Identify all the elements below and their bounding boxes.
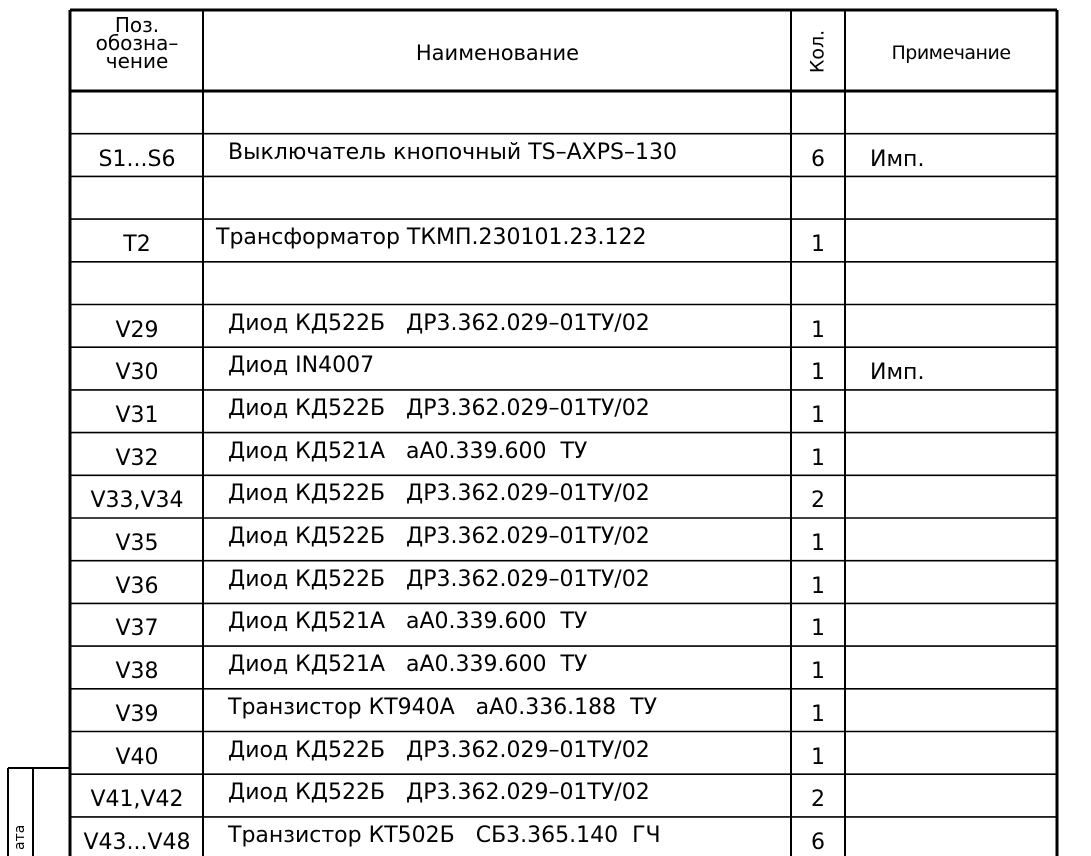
row-qty: 1 <box>811 659 825 685</box>
row-qty: 2 <box>811 787 825 813</box>
row-name: Диод КД522Б ДР3.362.029–01ТУ/02 <box>228 566 650 592</box>
row-pos: V41,V42 <box>90 787 184 813</box>
sidebar-label: ата <box>12 824 28 850</box>
row-pos: V38 <box>115 659 159 685</box>
row-name: Диод КД522Б ДР3.362.029–01ТУ/02 <box>228 481 650 507</box>
row-qty: 6 <box>811 829 825 855</box>
row-qty: 6 <box>811 146 825 172</box>
row-pos: V30 <box>115 360 159 386</box>
row-name: Диод КД521А аА0.339.600 ТУ <box>228 609 588 635</box>
row-qty: 1 <box>811 573 825 599</box>
row-pos: V40 <box>115 744 159 770</box>
row-name: Диод КД521А аА0.339.600 ТУ <box>228 438 588 464</box>
header-pos-line3: чение <box>105 49 169 73</box>
header-qty: Кол. <box>806 29 829 74</box>
row-pos: T2 <box>123 232 151 258</box>
row-name: Выключатель кнопочный TS–AXPS–130 <box>228 139 677 165</box>
row-pos: V29 <box>115 317 159 343</box>
row-name: Диод КД522Б ДР3.362.029–01ТУ/02 <box>228 780 650 806</box>
row-qty: 1 <box>811 744 825 770</box>
row-pos: V37 <box>115 616 159 642</box>
row-note: Имп. <box>870 146 925 172</box>
row-qty: 2 <box>811 488 825 514</box>
row-pos: V43...V48 <box>83 829 191 855</box>
row-pos: V35 <box>115 531 159 556</box>
row-name: Диод КД522Б ДР3.362.029–01ТУ/02 <box>228 310 650 336</box>
row-pos: V36 <box>115 573 159 599</box>
row-name: Транзистор КТ502Б СБ3.365.140 ГЧ <box>228 822 661 848</box>
row-qty: 1 <box>811 445 825 471</box>
row-name: Диод КД522Б ДР3.362.029–01ТУ/02 <box>228 524 650 549</box>
header-note: Примечание <box>891 42 1011 64</box>
header-pos-line1: Поз. <box>114 13 160 37</box>
row-note: Имп. <box>870 360 925 386</box>
row-pos: S1...S6 <box>98 146 176 172</box>
row-name: Диод КД522Б ДР3.362.029–01ТУ/02 <box>228 737 650 763</box>
row-qty: 1 <box>811 402 825 428</box>
row-pos: V33,V34 <box>90 488 184 514</box>
row-pos: V32 <box>115 445 159 471</box>
row-qty: 1 <box>811 232 825 258</box>
row-qty: 1 <box>811 701 825 727</box>
row-name: Трансформатор ТКМП.230101.23.122 <box>216 225 647 251</box>
row-name: Транзистор КТ940А аА0.336.188 ТУ <box>228 694 657 720</box>
row-name: Диод IN4007 <box>228 353 375 379</box>
header-pos <box>72 13 202 73</box>
row-qty: 1 <box>811 360 825 386</box>
row-qty: 1 <box>811 317 825 343</box>
header-pos-line2: обозна– <box>95 31 179 55</box>
row-qty: 1 <box>811 531 825 556</box>
header-name: Наименование <box>415 41 580 65</box>
row-name: Диод КД521А аА0.339.600 ТУ <box>228 652 588 678</box>
row-name: Диод КД522Б ДР3.362.029–01ТУ/02 <box>228 395 650 421</box>
row-qty: 1 <box>811 616 825 642</box>
row-pos: V39 <box>115 701 159 727</box>
row-pos: V31 <box>115 402 159 428</box>
